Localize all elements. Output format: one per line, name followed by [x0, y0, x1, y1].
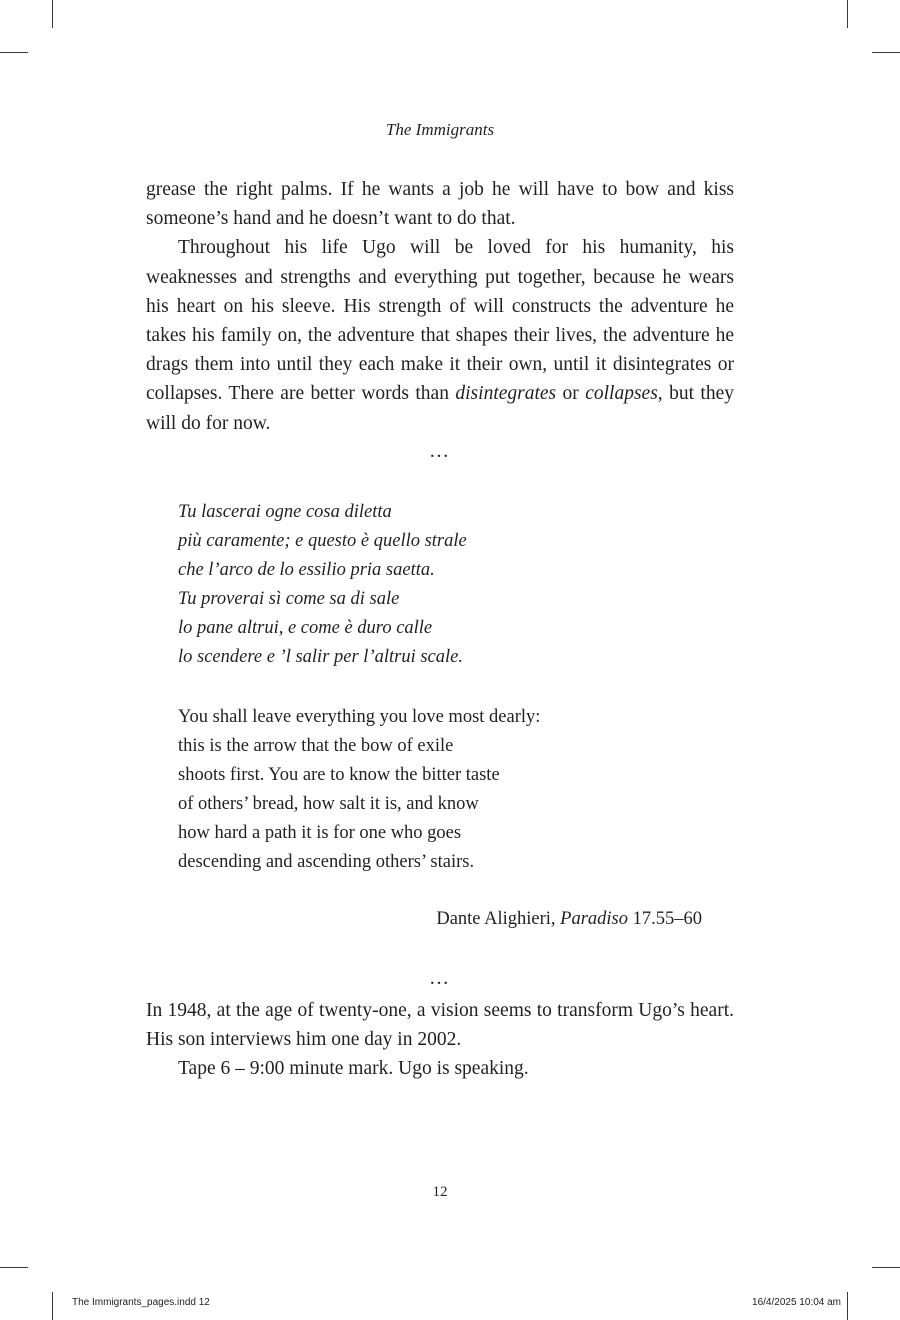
paragraph-2: Throughout his life Ugo will be loved for his humanity, his weaknesses and strengths and everything put together, because he wears his heart on his sleeve. His strength of will constructs the adventure he takes his family on, the adventure that shapes their lives, the adventure he drags them into until they each make it their own, until it disintegrates or collapses. There are better words than disintegrates or collapses, but they will do for now.: [146, 237, 734, 434]
english-verse-line: descending and ascending others’ stairs.: [178, 852, 475, 872]
paragraph-3: In 1948, at the age of twenty-one, a vision seems to transform Ugo’s heart. His son interviews him one day in 2002.: [146, 1000, 734, 1051]
paragraph-4: Tape 6 – 9:00 minute mark. Ugo is speaking.: [178, 1058, 529, 1080]
english-verse-line: this is the arrow that the bow of exile: [178, 736, 454, 756]
slug-file: The Immigrants_pages.indd 12: [72, 1297, 210, 1308]
crop-mark-left-top: [0, 52, 28, 53]
crop-mark-left-bottom: [0, 1267, 28, 1268]
slug-date: 16/4/2025 10:04 am: [752, 1297, 841, 1308]
italian-verse-line: che l’arco de lo essilio pria saetta.: [178, 560, 435, 580]
english-verse-line: of others’ bread, how salt it is, and know: [178, 794, 479, 814]
crop-mark-right-top: [872, 52, 900, 53]
crop-mark-top-left: [52, 0, 53, 28]
italian-verse-line: lo scendere e ’l salir per l’altrui scale.: [178, 647, 463, 667]
english-verse-line: shoots first. You are to know the bitter taste: [178, 765, 500, 785]
paragraph-1: grease the right palms. If he wants a job he will have to bow and kiss someone’s hand and he doesn’t want to do that.: [146, 179, 734, 230]
crop-mark-bottom-left: [52, 1292, 53, 1320]
crop-mark-right-bottom: [872, 1267, 900, 1268]
crop-mark-bottom-right: [847, 1292, 848, 1320]
english-verse-line: You shall leave everything you love most dearly:: [178, 707, 541, 727]
body-text-bottom: [146, 996, 734, 1084]
attribution: Dante Alighieri, Paradiso 17.55–60: [436, 909, 702, 929]
italian-verse-line: Tu proverai sì come sa di sale: [178, 589, 400, 609]
english-verse: [178, 703, 540, 877]
italian-verse-line: più caramente; e questo è quello strale: [178, 531, 467, 551]
english-verse-line: how hard a path it is for one who goes: [178, 823, 462, 843]
italian-verse-line: lo pane altrui, e come è duro calle: [178, 618, 433, 638]
section-break-1: …: [429, 440, 451, 462]
running-head: The Immigrants: [385, 120, 495, 139]
body-text-top: [146, 175, 734, 438]
section-break-2: …: [429, 967, 451, 989]
italian-verse: [178, 498, 467, 672]
italian-verse-line: Tu lascerai ogne cosa diletta: [178, 502, 392, 522]
page-number: 12: [432, 1184, 448, 1200]
crop-mark-top-right: [847, 0, 848, 28]
